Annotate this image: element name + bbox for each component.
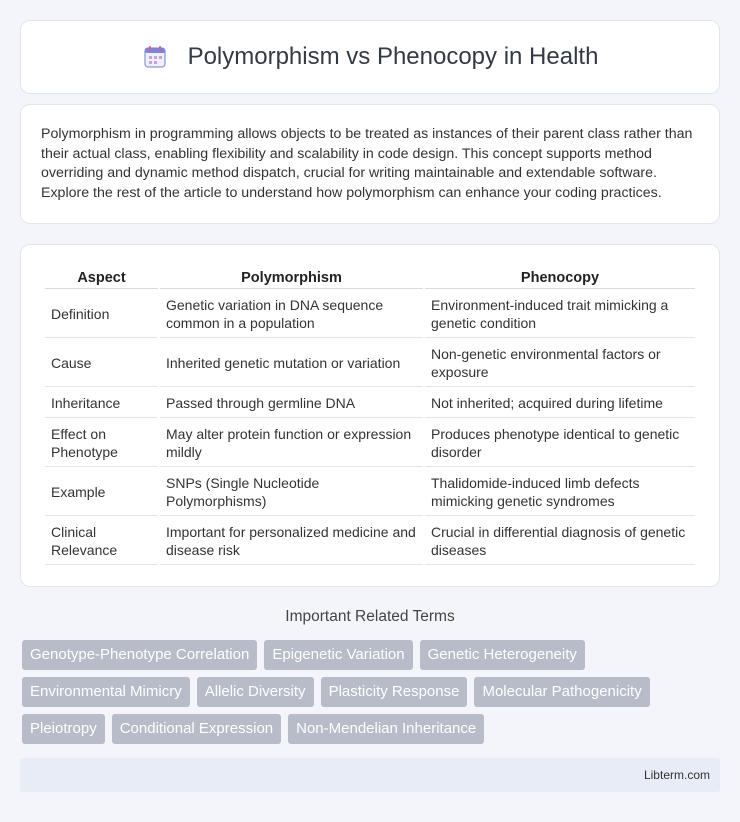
related-term-tag[interactable]: Molecular Pathogenicity [474, 677, 649, 707]
footer [20, 758, 720, 792]
page-title: Polymorphism vs Phenocopy in Health [187, 43, 599, 70]
related-term-tag[interactable]: Plasticity Response [321, 677, 468, 707]
table-cell: SNPs (Single Nucleotide Polymorphisms) [160, 469, 423, 516]
table-cell: Effect on Phenotype [45, 420, 158, 467]
table-header-row [45, 267, 695, 289]
table-cell: Thalidomide-induced limb defects mimicking genetic syndromes [425, 469, 695, 516]
table-cell: May alter protein function or expression mildly [160, 420, 423, 467]
column-header-aspect: Aspect [45, 267, 158, 289]
table-cell: Produces phenotype identical to genetic disorder [425, 420, 695, 467]
table-cell: Crucial in differential diagnosis of genetic diseases [425, 518, 695, 565]
related-terms-list [22, 640, 722, 751]
table-cell: Inheritance [45, 389, 158, 418]
related-term-tag[interactable]: Environmental Mimicry [22, 677, 190, 707]
table-cell: Inherited genetic mutation or variation [160, 340, 423, 387]
table-cell: Cause [45, 340, 158, 387]
calendar-icon [142, 44, 168, 70]
related-term-tag[interactable]: Genetic Heterogeneity [420, 640, 585, 670]
related-term-tag[interactable]: Non-Mendelian Inheritance [288, 714, 484, 744]
footer-site-link[interactable]: Libterm.com [643, 768, 710, 782]
table-row [45, 291, 695, 338]
table-cell: Example [45, 469, 158, 516]
table-row [45, 340, 695, 387]
intro-card [20, 104, 720, 224]
table-row [45, 420, 695, 467]
related-term-tag[interactable]: Epigenetic Variation [264, 640, 412, 670]
column-header-polymorphism: Polymorphism [160, 267, 423, 289]
table-cell: Environment-induced trait mimicking a genetic condition [425, 291, 695, 338]
table-cell: Non-genetic environmental factors or exposure [425, 340, 695, 387]
table-row [45, 518, 695, 565]
title-card [20, 20, 720, 94]
related-terms-title: Important Related Terms [285, 608, 455, 625]
table-cell: Important for personalized medicine and disease risk [160, 518, 423, 565]
related-term-tag[interactable]: Pleiotropy [22, 714, 105, 744]
intro-text: Polymorphism in programming allows objects to be treated as instances of their parent class rather than their actual class, enabling flexibility and scalability in code design. This concept supports method overriding and dynamic method dispatch, crucial for writing maintainable and extendable software. Explore the rest of the article to understand how polymorphism can enhance your coding practices. [41, 126, 693, 201]
related-term-tag[interactable]: Conditional Expression [112, 714, 281, 744]
table-cell: Passed through germline DNA [160, 389, 423, 418]
related-term-tag[interactable]: Genotype-Phenotype Correlation [22, 640, 257, 670]
column-header-phenocopy: Phenocopy [425, 267, 695, 289]
comparison-table [43, 265, 697, 567]
table-cell: Definition [45, 291, 158, 338]
comparison-card [20, 244, 720, 587]
table-cell: Clinical Relevance [45, 518, 158, 565]
table-cell: Not inherited; acquired during lifetime [425, 389, 695, 418]
table-row [45, 389, 695, 418]
related-term-tag[interactable]: Allelic Diversity [197, 677, 314, 707]
table-cell: Genetic variation in DNA sequence common in a population [160, 291, 423, 338]
table-row [45, 469, 695, 516]
